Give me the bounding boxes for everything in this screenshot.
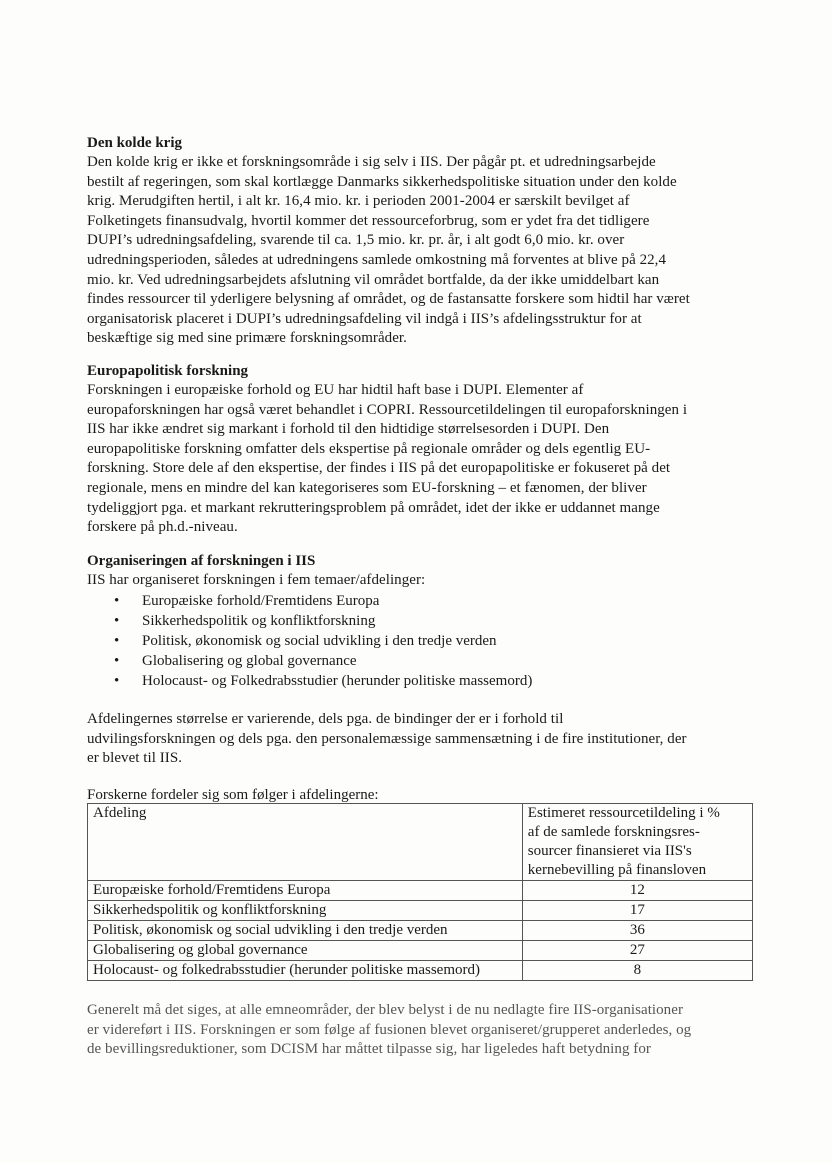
bullet-icon: •	[114, 672, 120, 689]
paragraph-line: krig. Merudgiften hertil, i alt kr. 16,4 mio. kr. i perioden 2001-2004 er særskilt bevilget af	[87, 193, 630, 210]
header-estimeret: Estimeret ressourcetildeling i % af de samlede forskningsres- sourcer finansieret via IIS's kernebevilling på finansloven	[522, 804, 752, 881]
paragraph-line: beskæftige sig med sine primære forskningsområder.	[87, 330, 407, 347]
section-organiseringen	[87, 552, 767, 691]
paragraph-line: DUPI’s udredningsafdeling, svarende til ca. 1,5 mio. kr. pr. år, i alt godt 6,0 mio. kr. over	[87, 232, 625, 249]
table-row	[88, 901, 753, 921]
table-row	[88, 921, 753, 941]
paragraph-line: europaforskningen har også været behandlet i COPRI. Ressourcetildelingen til europaforskningen i	[87, 401, 688, 418]
paragraph-line: de bevillingsreduktioner, som DCISM har måttet tilpasse sig, har ligeledes haft betydning for	[87, 1041, 651, 1058]
table-cell-pct: 17	[522, 901, 752, 921]
closing-paragraph	[87, 1001, 767, 1060]
paragraph-line: mio. kr. Ved udredningsarbejdets afslutning vil området bortfalde, da der ikke umiddelbart kan	[87, 271, 660, 288]
table-cell-pct: 8	[522, 961, 752, 981]
paragraph-line: er blevet til IIS.	[87, 750, 183, 767]
section-heading: Europapolitisk forskning	[87, 363, 249, 379]
paragraph-line: findes ressourcer til yderligere belysning af området, og de fastansatte forskere som hidtil har været	[87, 291, 690, 308]
section-europapolitisk	[87, 362, 767, 538]
header-afdeling: Afdeling	[88, 804, 523, 881]
list-item: • Globalisering og global governance	[114, 652, 357, 669]
paragraph-line: Generelt må det siges, at alle emneområder, der blev belyst i de nu nedlagte fire IIS-organisationer	[87, 1002, 683, 1018]
bullet-icon: •	[114, 592, 120, 609]
table-row	[88, 961, 753, 981]
section-heading: Den kolde krig	[87, 135, 183, 151]
paragraph-line: Den kolde krig er ikke et forskningsområde i sig selv i IIS. Der pågår pt. et udredningsarbejde	[87, 154, 656, 170]
bullet-icon: •	[114, 632, 120, 649]
table-cell-afdeling: Politisk, økonomisk og social udvikling i den tredje verden	[88, 921, 523, 941]
bullet-list	[87, 591, 767, 691]
list-item: • Sikkerhedspolitik og konfliktforskning	[114, 612, 376, 629]
section-kolde-krig	[87, 134, 767, 349]
list-item: • Europæiske forhold/Fremtidens Europa	[114, 592, 380, 609]
paragraph-line: organisatorisk placeret i DUPI’s udredningsafdeling vil indgå i IIS’s afdelingsstruktur for at	[87, 310, 642, 327]
paragraph-line: bestilt af regeringen, som skal kortlægge Danmarks sikkerhedspolitiske situation under den kolde	[87, 173, 677, 190]
table-cell-afdeling: Europæiske forhold/Fremtidens Europa	[88, 881, 523, 901]
table-cell-pct: 27	[522, 941, 752, 961]
paragraph-line: forskning. Store dele af den ekspertise, der findes i IIS på det europapolitiske er fokuseret på det	[87, 460, 671, 477]
paragraph-line: tydeliggjort pga. et markant rekrutteringsproblem på området, idet der ikke er uddannet mange	[87, 499, 660, 516]
paragraph-line: er videreført i IIS. Forskningen er som følge af fusionen blevet organiseret/grupperet anderledes, og	[87, 1021, 692, 1038]
section-intro: IIS har organiseret forskningen i fem temaer/afdelinger:	[87, 572, 426, 588]
table-cell-pct: 12	[522, 881, 752, 901]
table-header-row	[88, 804, 753, 881]
table-cell-pct: 36	[522, 921, 752, 941]
table-row	[88, 881, 753, 901]
section-afdelinger-paragraph	[87, 710, 767, 769]
bullet-icon: •	[114, 652, 120, 669]
paragraph-line: IIS har ikke ændret sig markant i forhold til den hidtidige størrelsesorden i DUPI. Den	[87, 421, 610, 438]
list-item: • Politisk, økonomisk og social udvikling i den tredje verden	[114, 632, 497, 649]
paragraph-line: Afdelingernes størrelse er varierende, dels pga. de bindinger der er i forhold til	[87, 711, 564, 727]
paragraph-line: udvilingsforskningen og dels pga. den personalemæssige sammensætning i de fire institutioner, der	[87, 730, 687, 747]
paragraph-line: Folketingets finansudvalg, hvortil kommer det ressourceforbrug, som er ydet fra det tidligere	[87, 212, 650, 229]
table-caption: Forskerne fordeler sig som følger i afdelingerne:	[87, 787, 379, 803]
table-cell-afdeling: Sikkerhedspolitik og konfliktforskning	[88, 901, 523, 921]
paragraph-line: udredningsperioden, således at udredningens samlede omkostning må forventes at blive på 22,4	[87, 251, 667, 268]
paragraph-line: europapolitiske forskning omfatter dels ekspertise på regionale områder og dels egentlig EU-	[87, 440, 651, 457]
paragraph-line: regionale, mens en mindre del kan kategoriseres som EU-forskning – et fænomen, der bliver	[87, 479, 647, 496]
paragraph-line: Forskningen i europæiske forhold og EU har hidtil haft base i DUPI. Elementer af	[87, 382, 584, 398]
section-heading: Organiseringen af forskningen i IIS	[87, 553, 316, 569]
resource-table	[87, 803, 753, 981]
table-cell-afdeling: Globalisering og global governance	[88, 941, 523, 961]
table-cell-afdeling: Holocaust- og folkedrabsstudier (herunder politiske massemord)	[88, 961, 523, 981]
bullet-icon: •	[114, 612, 120, 629]
list-item: • Holocaust- og Folkedrabsstudier (herunder politiske massemord)	[114, 672, 533, 689]
table-row	[88, 941, 753, 961]
paragraph-line: forskere på ph.d.-niveau.	[87, 519, 238, 536]
